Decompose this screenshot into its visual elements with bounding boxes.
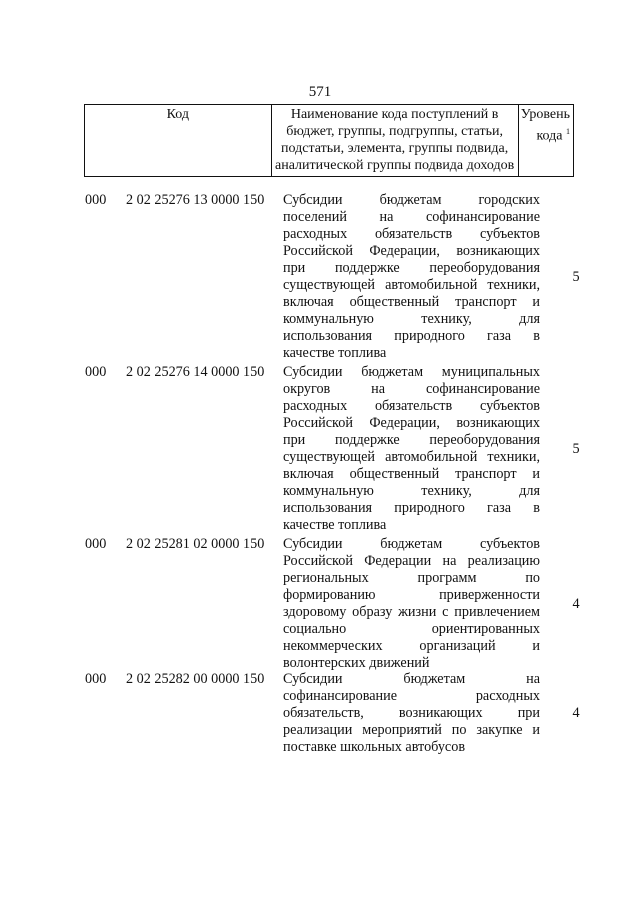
row-code: 2 02 25281 02 0000 150: [126, 536, 265, 552]
row-prefix: 000: [85, 364, 107, 380]
row-description-line: поселений на софинансирование: [283, 209, 540, 225]
row-level: 4: [572, 596, 580, 612]
row-description-line: включая общественный транспорт и: [283, 294, 540, 310]
row-description-line: социально ориентированных: [283, 621, 540, 637]
row-description-line: Субсидии бюджетам муниципальных: [283, 364, 540, 380]
row-description-line: при поддержке переоборудования: [283, 432, 540, 448]
row-description-line: Российской Федерации, возникающих: [283, 415, 540, 431]
row-description-line: обязательств, возникающих при: [283, 705, 540, 721]
row-prefix: 000: [85, 192, 107, 208]
row-code: 2 02 25276 14 0000 150: [126, 364, 265, 380]
row-description-line: округов на софинансирование: [283, 381, 540, 397]
header-name-line: подстатьи, элемента, группы подвида,: [281, 141, 509, 156]
row-description-line: расходных обязательств субъектов: [283, 398, 540, 414]
row-description-line: при поддержке переоборудования: [283, 260, 540, 276]
row-description-line: некоммерческих организаций и: [283, 638, 540, 654]
header-name-line: Наименование кода поступлений в: [290, 107, 499, 122]
row-level: 5: [572, 269, 580, 285]
row-description-line: качестве топлива: [283, 517, 387, 533]
header-level-line1: Уровень: [520, 107, 570, 122]
row-description-line: коммунальную технику, для: [283, 483, 540, 499]
footnote-marker: 1: [566, 127, 570, 136]
row-description: [283, 671, 540, 756]
row-description-line: существующей автомобильной техники,: [283, 449, 540, 465]
header-name-line: аналитической группы подвида доходов: [275, 158, 515, 173]
header-level: [518, 105, 573, 177]
row-description-line: Субсидии бюджетам субъектов: [283, 536, 540, 552]
row-prefix: 000: [85, 536, 107, 552]
row-description-line: реализации мероприятий по закупке и: [283, 722, 540, 738]
row-prefix: 000: [85, 671, 107, 687]
row-description-line: Субсидии бюджетам городских: [283, 192, 540, 208]
row-description-line: расходных обязательств субъектов: [283, 226, 540, 242]
row-description-line: волонтерских движений: [283, 655, 430, 671]
header-code: Код: [85, 105, 272, 177]
header-name: [271, 105, 518, 177]
row-description: [283, 536, 540, 672]
row-description-line: региональных программ по: [283, 570, 540, 586]
row-description-line: поставке школьных автобусов: [283, 739, 466, 755]
row-description-line: Российской Федерации, возникающих: [283, 243, 540, 259]
row-description-line: использования природного газа в: [283, 328, 540, 344]
row-code: 2 02 25276 13 0000 150: [126, 192, 265, 208]
row-description-line: Российской Федерации на реализацию: [283, 553, 540, 569]
row-description-line: существующей автомобильной техники,: [283, 277, 540, 293]
row-level: 4: [572, 705, 580, 721]
header-level-text: кода: [536, 128, 563, 144]
row-description-line: включая общественный транспорт и: [283, 466, 540, 482]
row-description-line: формированию приверженности: [283, 587, 540, 603]
header-level-line2: [521, 123, 570, 145]
row-level: 5: [572, 441, 580, 457]
header-name-line: бюджет, группы, подгруппы, статьи,: [286, 124, 503, 139]
row-description-line: использования природного газа в: [283, 500, 540, 516]
row-description-line: здоровому образу жизни с привлечением: [283, 604, 540, 620]
row-description-line: качестве топлива: [283, 345, 387, 361]
row-description: [283, 192, 540, 362]
row-description: [283, 364, 540, 534]
row-description-line: коммунальную технику, для: [283, 311, 540, 327]
row-description-line: Субсидии бюджетам на: [283, 671, 540, 687]
table-header: [84, 104, 574, 177]
row-code: 2 02 25282 00 0000 150: [126, 671, 265, 687]
page-number: 571: [308, 84, 332, 100]
row-description-line: софинансирование расходных: [283, 688, 540, 704]
